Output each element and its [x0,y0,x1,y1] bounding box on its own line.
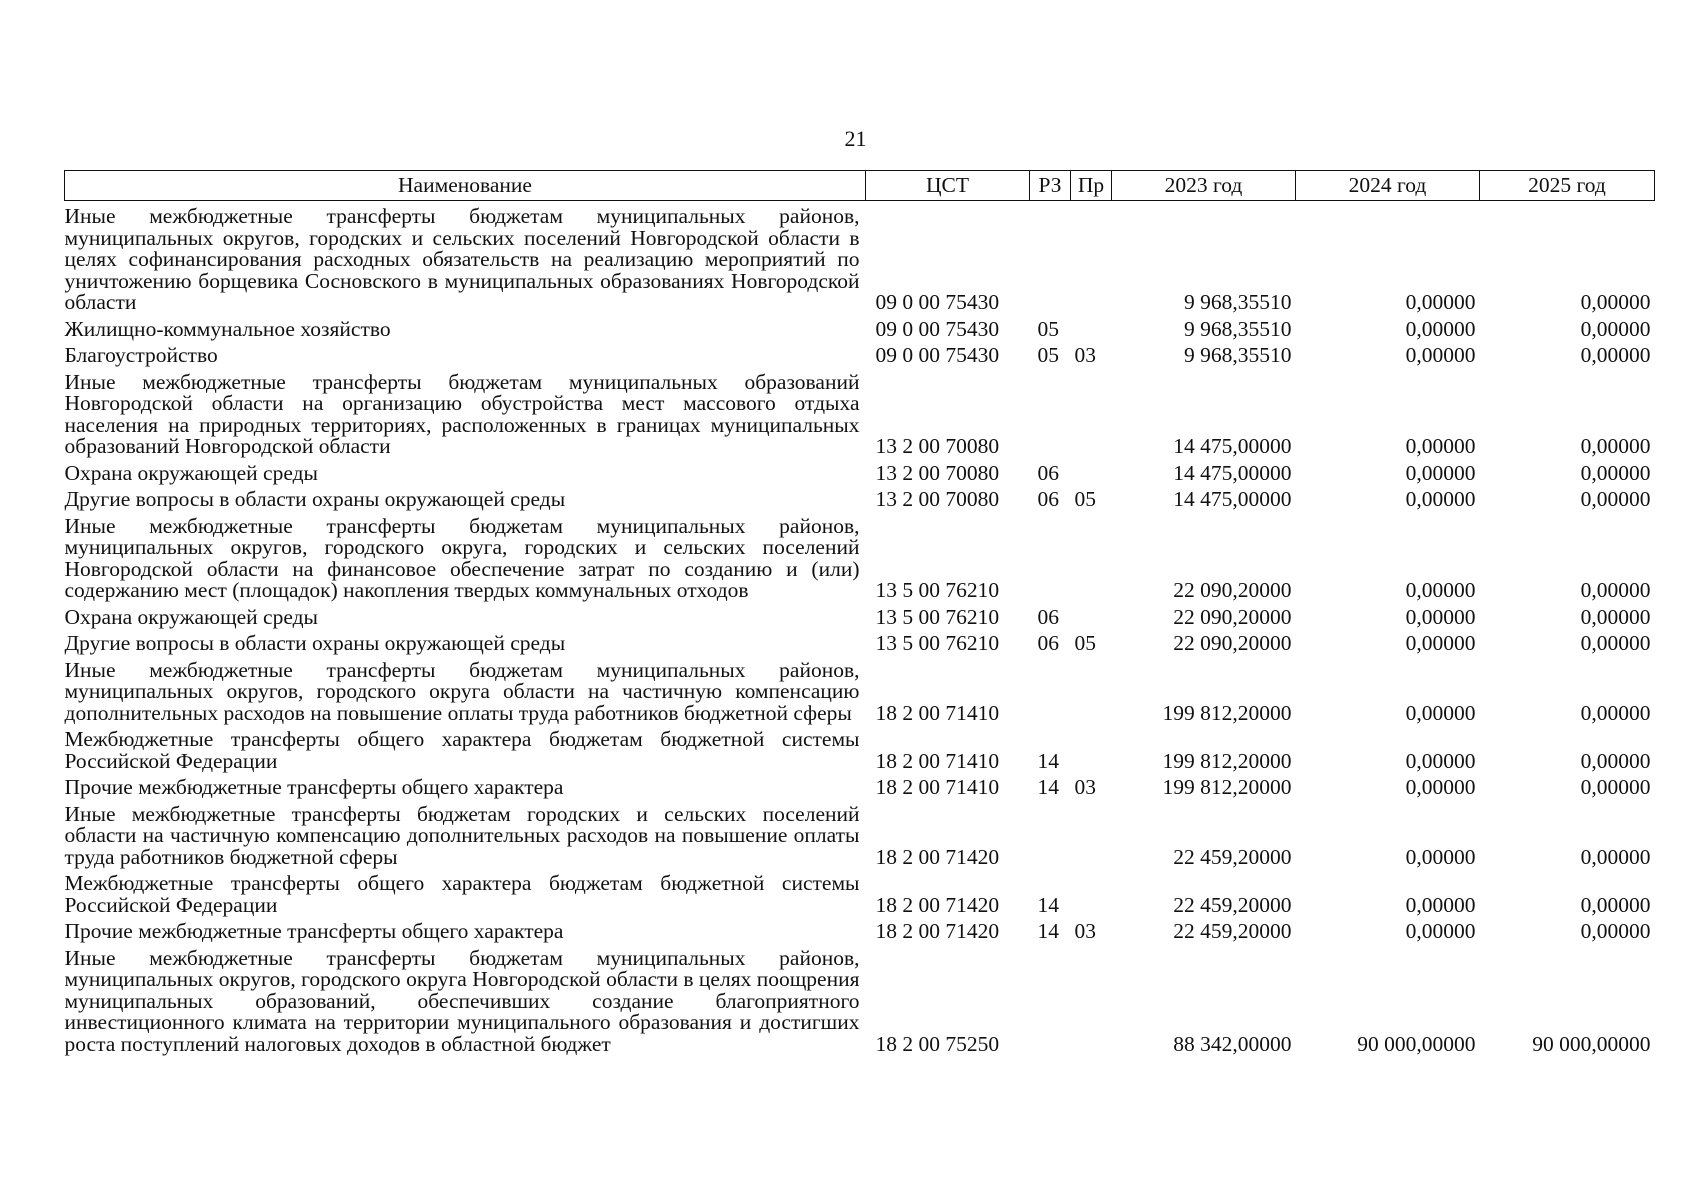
row-value-2023: 199 812,20000 [1162,700,1292,725]
row-value-2025: 0,00000 [1580,578,1651,602]
row-cst: 09 0 00 75430 [875,343,1000,367]
row-rz [1030,367,1071,458]
row-value-2024: 0,00000 [1405,487,1476,511]
row-value-2025: 90 000,00000 [1532,1031,1651,1056]
row-value-2023: 199 812,20000 [1162,775,1292,799]
row-cst: 13 5 00 76210 [875,631,1000,655]
header-pr: Пр [1071,171,1112,201]
row-value-2025: 0,00000 [1580,700,1651,725]
table-row [65,943,1655,1056]
row-value-2025: 0,00000 [1580,844,1651,869]
row-rz: 14 [1037,919,1059,943]
row-value-2023: 9 968,35510 [1184,290,1292,314]
row-name: Благоустройство [64,343,218,367]
row-pr: 05 [1074,487,1096,511]
row-rz: 14 [1037,892,1059,917]
row-value-2024: 0,00000 [1405,316,1476,341]
row-value-2023: 9 968,35510 [1184,316,1292,341]
row-pr [1071,201,1112,314]
table-row [65,724,1655,772]
row-value-2024: 90 000,00000 [1357,1031,1476,1056]
row-cst: 18 2 00 71410 [875,775,1000,799]
table-row [65,511,1655,602]
row-rz: 14 [1037,775,1059,799]
row-pr: 03 [1074,775,1096,799]
row-cst: 09 0 00 75430 [875,290,1000,314]
table-row [65,458,1655,485]
row-name: Иные межбюджетные трансферты бюджетам муниципальных районов, муниципальных округов, городского округа Новгородской области в целях поощрения муниципальных образований, обеспечивших создание благоприятного инвестиционного климата на территории муниципального образования и достигших роста поступлений налоговых доходов в областной бюджет [64,945,860,1056]
row-pr [1071,367,1112,458]
row-value-2025: 0,00000 [1580,919,1651,943]
row-name: Охрана окружающей среды [64,460,318,485]
row-value-2024: 0,00000 [1405,700,1476,725]
row-rz: 14 [1037,748,1059,773]
row-value-2024: 0,00000 [1405,748,1476,773]
row-pr [1071,943,1112,1056]
row-value-2023: 22 459,20000 [1173,919,1292,943]
row-value-2025: 0,00000 [1580,631,1651,655]
row-cst: 13 5 00 76210 [875,604,1000,629]
row-value-2024: 0,00000 [1405,844,1476,869]
row-name: Иные межбюджетные трансферты бюджетам муниципальных районов, муниципальных округов, городских и сельских поселений Новгородской области в целях софинансирования расходных обязательств на реализацию мероприятий по уничтожению борщевика Сосновского в муниципальных образованиях Новгородской области [64,204,860,314]
row-value-2023: 22 090,20000 [1173,578,1292,602]
row-cst: 13 2 00 70080 [875,434,1000,458]
header-2023: 2023 год [1112,171,1296,201]
row-value-2024: 0,00000 [1405,578,1476,602]
row-pr [1071,602,1112,629]
row-name: Иные межбюджетные трансферты бюджетам городских и сельских поселений области на частичную компенсацию дополнительных расходов на повышение оплаты труда работников бюджетной сферы [64,801,860,869]
row-rz [1030,943,1071,1056]
row-pr [1071,868,1112,916]
table-row [65,799,1655,869]
row-value-2025: 0,00000 [1580,343,1651,367]
row-rz: 05 [1037,343,1059,367]
row-value-2024: 0,00000 [1405,631,1476,655]
header-2025: 2025 год [1480,171,1655,201]
row-name: Иные межбюджетные трансферты бюджетам муниципальных районов, муниципальных округов, городского округа области на частичную компенсацию дополнительных расходов на повышение оплаты труда работников бюджетной сферы [64,657,860,725]
row-name: Охрана окружающей среды [64,604,318,629]
row-value-2024: 0,00000 [1405,775,1476,799]
header-cst: ЦСТ [866,171,1030,201]
row-pr [1071,511,1112,602]
row-value-2023: 14 475,00000 [1173,460,1292,485]
header-rz: РЗ [1030,171,1071,201]
table-body [65,201,1655,1056]
row-cst: 18 2 00 75250 [875,1031,1000,1056]
row-value-2025: 0,00000 [1580,892,1651,917]
row-value-2023: 22 090,20000 [1173,631,1292,655]
row-cst: 18 2 00 71420 [875,844,1000,869]
row-name: Прочие межбюджетные трансферты общего характера [64,775,564,799]
table-row [65,602,1655,629]
page-number: 21 [844,126,867,151]
row-value-2024: 0,00000 [1405,892,1476,917]
row-rz: 06 [1037,631,1059,655]
row-value-2025: 0,00000 [1580,290,1651,314]
row-cst: 18 2 00 71420 [875,892,1000,917]
row-rz: 06 [1037,604,1059,629]
row-cst: 13 2 00 70080 [875,487,1000,511]
row-cst: 18 2 00 71420 [875,919,1000,943]
row-value-2025: 0,00000 [1580,460,1651,485]
row-value-2024: 0,00000 [1405,919,1476,943]
row-pr: 05 [1074,631,1096,655]
row-rz: 05 [1037,316,1059,341]
row-value-2025: 0,00000 [1580,487,1651,511]
row-pr [1071,655,1112,725]
table-row [65,340,1655,367]
row-pr: 03 [1074,919,1096,943]
row-pr [1071,314,1112,341]
row-value-2024: 0,00000 [1405,460,1476,485]
row-name: Иные межбюджетные трансферты бюджетам муниципальных районов, муниципальных округов, городского округа, городских и сельских поселений Новгородской области на финансовое обеспечение затрат по созданию и (или) содержанию мест (площадок) накопления твердых коммунальных отходов [64,513,860,602]
row-value-2023: 22 090,20000 [1173,604,1292,629]
row-name: Иные межбюджетные трансферты бюджетам муниципальных образований Новгородской области на организацию обустройства мест массового отдыха населения на природных территориях, расположенных в границах муниципальных образований Новгородской области [64,369,860,458]
header-2024: 2024 год [1296,171,1480,201]
row-rz [1030,655,1071,725]
row-value-2023: 14 475,00000 [1173,487,1292,511]
row-value-2024: 0,00000 [1405,343,1476,367]
table-row [65,367,1655,458]
row-cst: 18 2 00 71410 [875,748,1000,773]
table-row [65,484,1655,511]
row-rz [1030,201,1071,314]
row-cst: 09 0 00 75430 [875,316,1000,341]
row-value-2025: 0,00000 [1580,434,1651,458]
row-rz [1030,799,1071,869]
row-rz: 06 [1037,460,1059,485]
table-row [65,868,1655,916]
row-value-2023: 22 459,20000 [1173,844,1292,869]
table-row [65,916,1655,943]
row-rz: 06 [1037,487,1059,511]
row-name: Другие вопросы в области охраны окружающей среды [64,487,566,511]
row-name: Прочие межбюджетные трансферты общего характера [64,919,564,943]
table-row [65,314,1655,341]
row-pr [1071,724,1112,772]
row-rz [1030,511,1071,602]
row-pr [1071,458,1112,485]
header-name: Наименование [65,171,866,201]
row-name: Межбюджетные трансферты общего характера бюджетам бюджетной системы Российской Федерации [64,871,860,917]
table-row [65,628,1655,655]
row-name: Межбюджетные трансферты общего характера бюджетам бюджетной системы Российской Федерации [64,727,860,773]
row-name: Жилищно-коммунальное хозяйство [64,316,391,341]
row-value-2025: 0,00000 [1580,316,1651,341]
row-cst: 13 5 00 76210 [875,578,1000,602]
row-cst: 18 2 00 71410 [875,700,1000,725]
row-value-2025: 0,00000 [1580,604,1651,629]
row-value-2023: 9 968,35510 [1184,343,1292,367]
row-value-2023: 14 475,00000 [1173,434,1292,458]
row-name: Другие вопросы в области охраны окружающей среды [64,631,566,655]
row-value-2023: 22 459,20000 [1173,892,1292,917]
row-value-2024: 0,00000 [1405,290,1476,314]
row-pr [1071,799,1112,869]
table-row [65,655,1655,725]
row-value-2024: 0,00000 [1405,604,1476,629]
row-value-2023: 199 812,20000 [1162,748,1292,773]
table-row [65,772,1655,799]
row-pr: 03 [1074,343,1096,367]
row-value-2023: 88 342,00000 [1173,1031,1292,1056]
table-row [65,201,1655,314]
row-value-2025: 0,00000 [1580,775,1651,799]
row-cst: 13 2 00 70080 [875,460,1000,485]
row-value-2024: 0,00000 [1405,434,1476,458]
budget-table [64,170,1655,1055]
table-header [65,171,1655,201]
row-value-2025: 0,00000 [1580,748,1651,773]
